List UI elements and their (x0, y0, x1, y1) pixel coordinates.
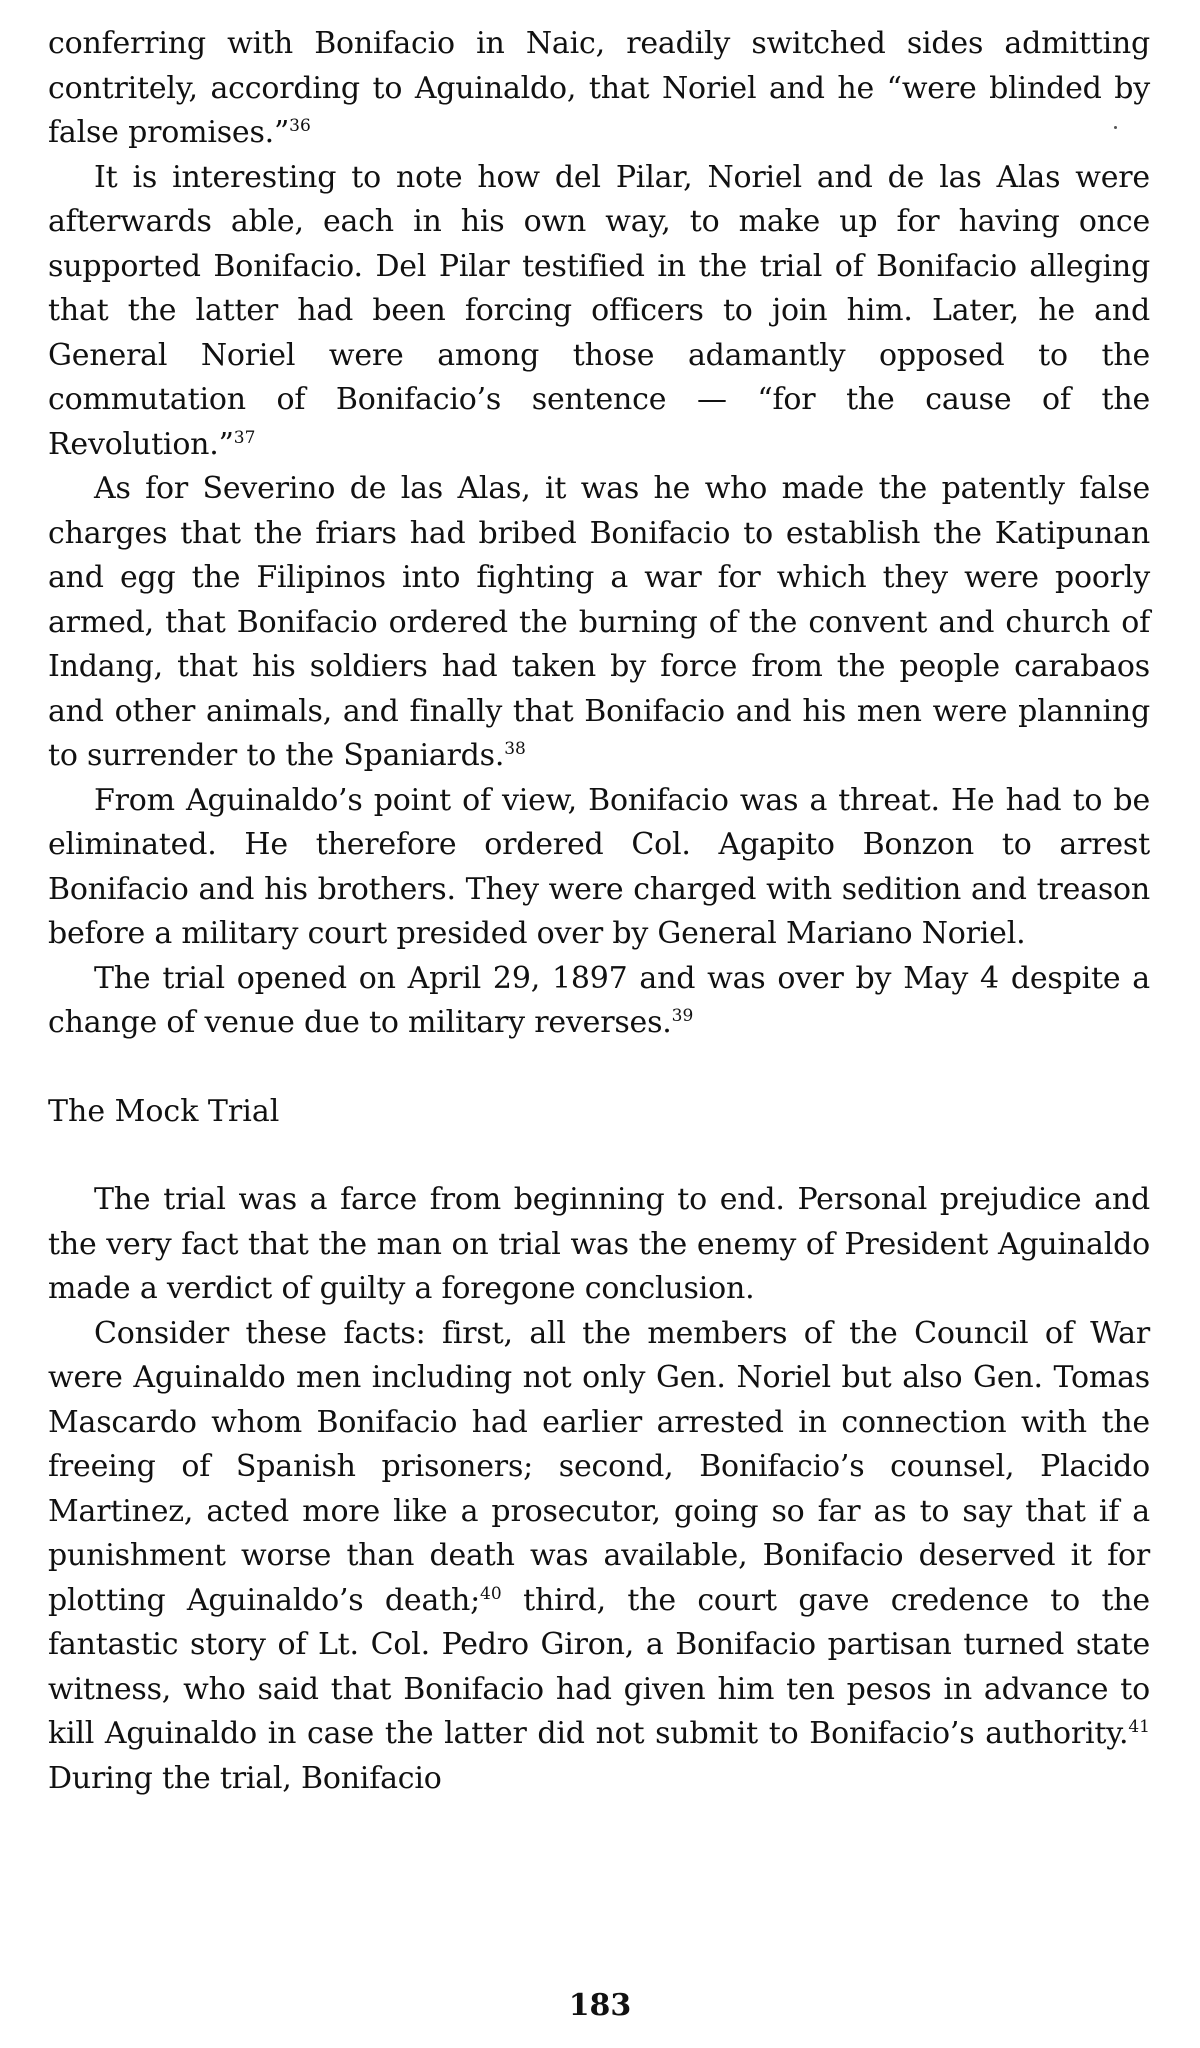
footnote-ref: 41 (1128, 1717, 1150, 1737)
footnote-ref: 37 (233, 427, 256, 448)
page-number: 183 (568, 1988, 632, 2023)
footnote-ref: 40 (480, 1583, 502, 1604)
paragraph-text: The trial opened on April 29, 1897 and was over by May 4 despite a change of venue due to military reverses. (48, 960, 1150, 1040)
paragraph-text: As for Severino de las Alas, it was he who made the patently false charges that the friars had bribed Bonifacio to establish the Katipunan and egg the Filipinos into fighting a war for which they were poorly armed, that Bonifacio ordered the burning of the convent and church of Indang, that his soldiers had taken by force from the people carabaos and other animals, and finally that Bonifacio and his men were planning to surrender to the Spaniards. (48, 471, 1150, 773)
print-speck (1114, 126, 1117, 129)
paragraph-text: Consider these facts: first, all the members of the Council of War were Aguinaldo men including not only Gen. Noriel but also Gen. Tomas Mascardo whom Bonifacio had earlier arrested in connection with the freeing of Spanish prisoners; second, Bonifacio’s counsel, Placido Martinez, acted more like a prosecutor, going so far as to say that if a punishment worse than death was available, Bonifacio deserved it for plotting Aguinaldo’s death; (48, 1315, 1150, 1618)
footnote-ref: 39 (671, 1006, 694, 1026)
paragraph (48, 156, 1150, 468)
paragraph (48, 957, 1150, 1046)
paragraph-text: third, the court gave credence to the fantastic story of Lt. Col. Pedro Giron, a Bonifacio partisan turned state witness, who said that Bonifacio had given him ten pesos in advance to kill Aguinaldo in case the latter did not submit to Bonifacio’s authority. (48, 1582, 1150, 1751)
paragraph-continuation (48, 22, 1150, 156)
paragraph-text: It is interesting to note how del Pilar, Noriel and de las Alas were afterwards able, each in his own way, to make up for having once supported Bonifacio. Del Pilar testified in the trial of Bonifacio alleging that the latter had been forcing officers to join him. Later, he and General Noriel were among those adamantly opposed to the commutation of Bonifacio’s sentence — “for the cause of the Revolution.” (48, 159, 1150, 462)
footnote-ref: 38 (504, 739, 526, 759)
paragraph (48, 1178, 1150, 1312)
paragraph-text: From Aguinaldo’s point of view, Bonifacio was a threat. He had to be eliminated. He therefore ordered Col. Agapito Bonzon to arrest Bonifacio and his brothers. They were charged with sedition and treason before a military court presided over by General Mariano Noriel. (48, 782, 1150, 951)
paragraph (48, 467, 1150, 779)
paragraph (48, 1312, 1150, 1802)
footnote-ref: 36 (289, 116, 311, 136)
paragraph-text: conferring with Bonifacio in Naic, readily switched sides admitting contritely, according to Aguinaldo, that Noriel and he “were blinded by false promises.” (48, 26, 1150, 150)
section-heading: The Mock Trial (48, 1093, 280, 1129)
paragraph (48, 779, 1150, 957)
paragraph-text: During the trial, Bonifacio (48, 1760, 442, 1796)
paragraph-text: The trial was a farce from beginning to end. Personal prejudice and the very fact that the man on trial was the enemy of President Aguinaldo made a verdict of guilty a foregone conclusion. (48, 1182, 1150, 1306)
